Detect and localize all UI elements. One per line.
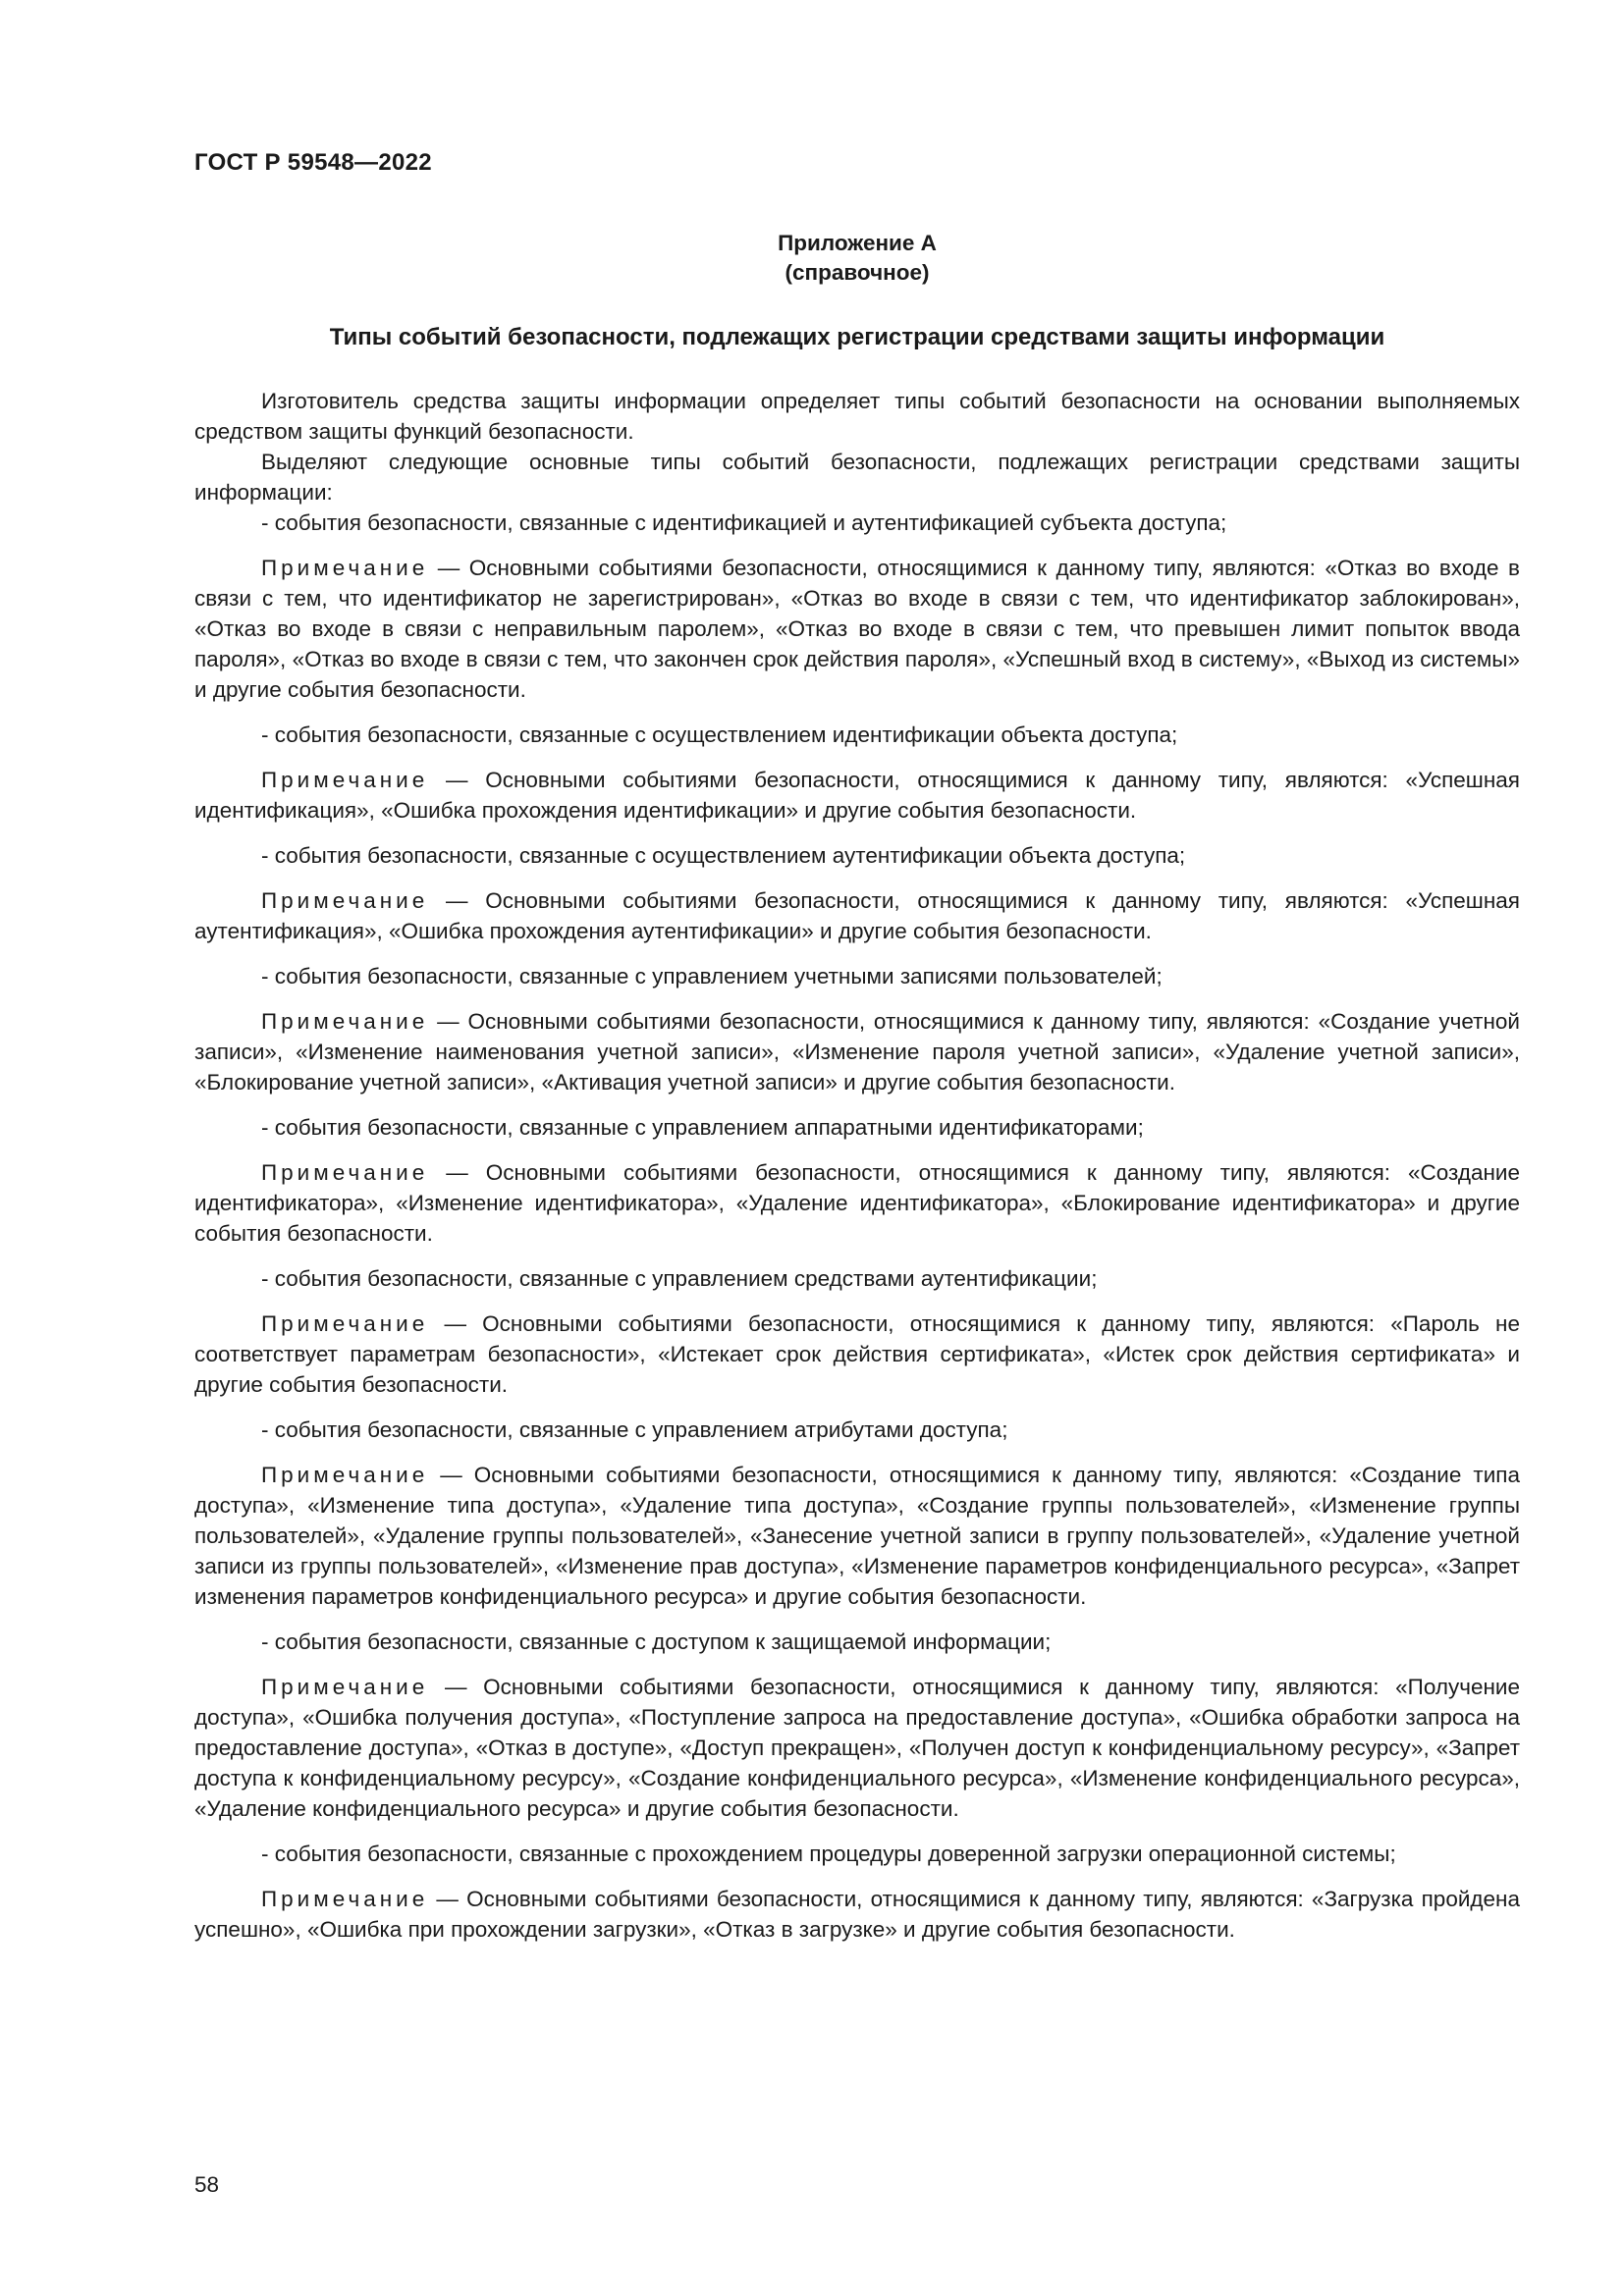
- note-text: — Основными событиями безопасности, относящимися к данному типу, являются: «Создание типа доступа», «Изменение типа доступа», «Удаление типа доступа», «Создание группы пользователей», «Изменение группы пользователей», «Удаление группы пользователей», «Занесение учетной записи в группу пользователей», «Удаление учетной записи из группы пользователей», «Изменение прав доступа», «Изменение параметров конфиденциального ресурса», «Запрет изменения параметров конфиденциального ресурса» и другие события безопасности.: [194, 1463, 1520, 1609]
- note-label: Примечание: [261, 768, 429, 792]
- note-label: Примечание: [261, 1675, 429, 1699]
- event-type-item: - события безопасности, связанные с управлением аппаратными идентификаторами;: [261, 1115, 1144, 1140]
- event-type-item: - события безопасности, связанные с прохождением процедуры доверенной загрузки операционной системы;: [261, 1842, 1396, 1866]
- annex-heading: [194, 229, 1520, 288]
- note-label: Примечание: [261, 1160, 429, 1185]
- note-label: Примечание: [261, 556, 429, 580]
- note-label: Примечание: [261, 1009, 429, 1034]
- annex-kind: (справочное): [785, 260, 930, 285]
- event-type-item: - события безопасности, связанные с управлением атрибутами доступа;: [261, 1417, 1008, 1442]
- note-paragraph: [194, 765, 1520, 826]
- page-number: 58: [194, 2172, 220, 2197]
- note-text: — Основными событиями безопасности, относящимися к данному типу, являются: «Успешная идентификация», «Ошибка прохождения идентификации» и другие события безопасности.: [194, 768, 1520, 823]
- note-paragraph: [194, 1460, 1520, 1612]
- annex-body: [194, 386, 1520, 1945]
- note-text: — Основными событиями безопасности, относящимися к данному типу, являются: «Отказ во входе в связи с тем, что идентификатор не зарегистрирован», «Отказ во входе в связи с тем, что идентификатор заблокирован», «Отказ во входе в связи с неправильным паролем», «Отказ во входе в связи с тем, что превышен лимит попыток ввода пароля», «Отказ во входе в связи с тем, что закончен срок действия пароля», «Успешный вход в систему», «Выход из системы» и другие события безопасности.: [194, 556, 1520, 702]
- note-text: — Основными событиями безопасности, относящимися к данному типу, являются: «Пароль не соответствует параметрам безопасности», «Истекает срок действия сертификата», «Истек срок действия сертификата» и другие события безопасности.: [194, 1311, 1520, 1397]
- note-paragraph: [194, 885, 1520, 946]
- annex-title: Типы событий безопасности, подлежащих регистрации средствами защиты информации: [329, 324, 1385, 350]
- annex-label: Приложение А: [778, 231, 937, 255]
- note-label: Примечание: [261, 888, 429, 913]
- note-label: Примечание: [261, 1311, 429, 1336]
- note-text: — Основными событиями безопасности, относящимися к данному типу, являются: «Создание идентификатора», «Изменение идентификатора», «Удаление идентификатора», «Блокирование идентификатора» и другие события безопасности.: [194, 1160, 1520, 1246]
- note-paragraph: [194, 1157, 1520, 1249]
- standard-code: ГОСТ Р 59548—2022: [194, 149, 432, 176]
- note-label: Примечание: [261, 1463, 429, 1487]
- note-paragraph: [194, 1672, 1520, 1824]
- intro-paragraph: Выделяют следующие основные типы событий безопасности, подлежащих регистрации средствами защиты информации:: [194, 450, 1520, 505]
- event-type-item: - события безопасности, связанные с доступом к защищаемой информации;: [261, 1629, 1052, 1654]
- note-paragraph: [194, 1884, 1520, 1945]
- note-paragraph: [194, 1308, 1520, 1400]
- event-type-item: - события безопасности, связанные с осуществлением аутентификации объекта доступа;: [261, 843, 1186, 868]
- note-text: — Основными событиями безопасности, относящимися к данному типу, являются: «Загрузка пройдена успешно», «Ошибка при прохождении загрузки», «Отказ в загрузке» и другие события безопасности.: [194, 1887, 1520, 1942]
- note-label: Примечание: [261, 1887, 429, 1911]
- note-paragraph: [194, 1006, 1520, 1097]
- note-text: — Основными событиями безопасности, относящимися к данному типу, являются: «Создание учетной записи», «Изменение наименования учетной записи», «Изменение пароля учетной записи», «Удаление учетной записи», «Блокирование учетной записи», «Активация учетной записи» и другие события безопасности.: [194, 1009, 1520, 1095]
- event-type-item: - события безопасности, связанные с осуществлением идентификации объекта доступа;: [261, 722, 1178, 747]
- event-type-item: - события безопасности, связанные с управлением средствами аутентификации;: [261, 1266, 1098, 1291]
- event-type-item: - события безопасности, связанные с идентификацией и аутентификацией субъекта доступа;: [261, 510, 1227, 535]
- note-paragraph: [194, 553, 1520, 705]
- note-text: — Основными событиями безопасности, относящимися к данному типу, являются: «Получение доступа», «Ошибка получения доступа», «Поступление запроса на предоставление доступа», «Ошибка обработки запроса на предоставление доступа», «Отказ в доступе», «Доступ прекращен», «Получен доступ к конфиденциальному ресурсу», «Запрет доступа к конфиденциальному ресурсу», «Создание конфиденциального ресурса», «Изменение конфиденциального ресурса», «Удаление конфиденциального ресурса» и другие события безопасности.: [194, 1675, 1520, 1821]
- intro-paragraph: Изготовитель средства защиты информации определяет типы событий безопасности на основании выполняемых средством защиты функций безопасности.: [194, 389, 1520, 444]
- note-text: — Основными событиями безопасности, относящимися к данному типу, являются: «Успешная аутентификация», «Ошибка прохождения аутентификации» и другие события безопасности.: [194, 888, 1520, 943]
- event-type-item: - события безопасности, связанные с управлением учетными записями пользователей;: [261, 964, 1163, 988]
